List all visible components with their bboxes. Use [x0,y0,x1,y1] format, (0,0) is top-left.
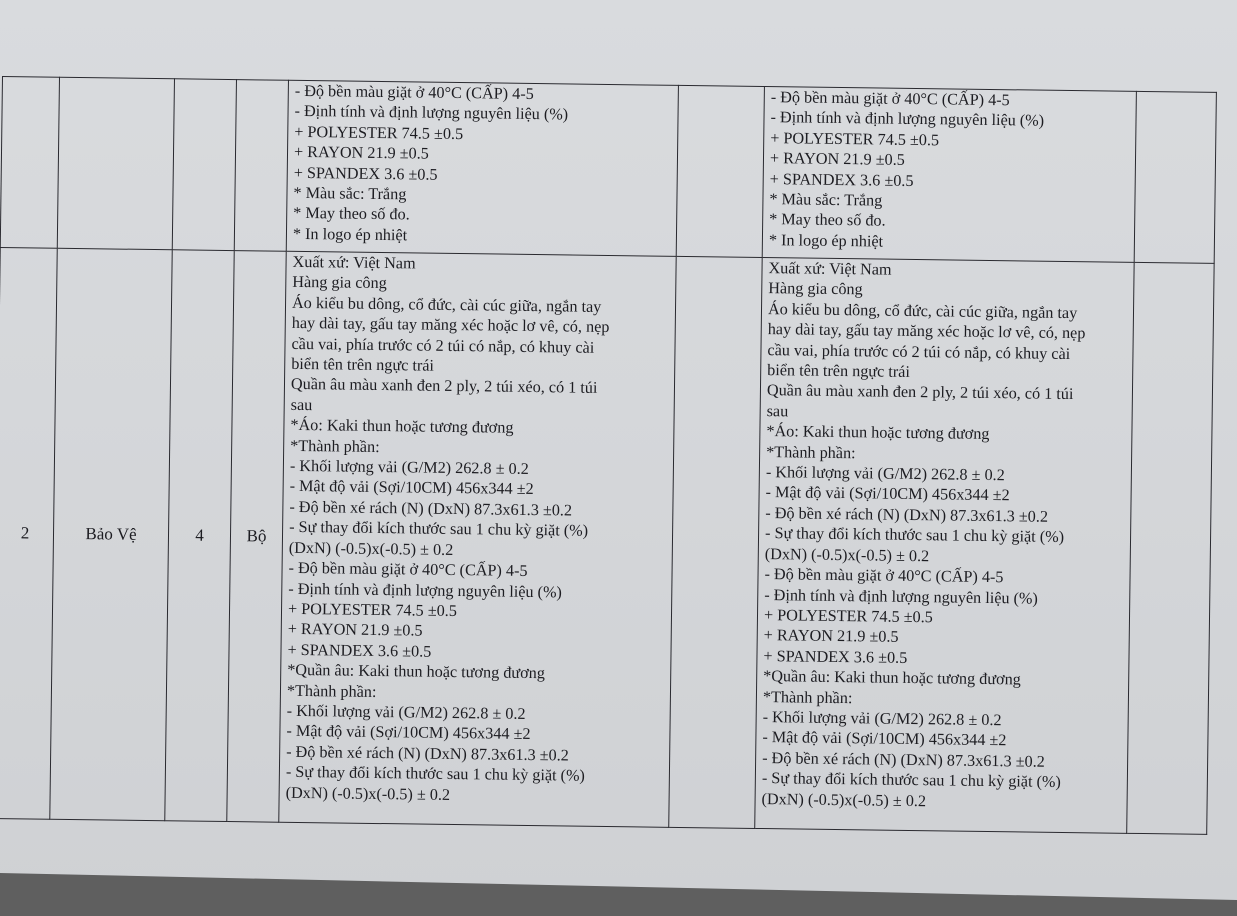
spec-line: * Màu sắc: Trắng [769,190,883,210]
spec-line: biển tên trên ngực trái [767,361,911,381]
specification-table [0,76,1217,835]
spec-line: *Quần âu: Kaki thun hoặc tương đương [763,667,1021,689]
spec-line: sau [766,401,789,421]
spec-line: - Khối lượng vải (G/M2) 262.8 ± 0.2 [765,463,1005,485]
spec-line: - Độ bền màu giặt ở 40°C (CẤP) 4-5 [770,88,1010,110]
spec-line: Hàng gia công [768,279,863,299]
spec-line: Áo kiểu bu dông, cổ đức, cài cúc giữa, ngắn tay [291,293,602,316]
row-number-cell: 2 [0,248,57,820]
empty-cell [669,256,762,828]
spec-line: - Sự thay đổi kích thước sau 1 chu kỳ giặt (%) [764,524,1065,547]
spec-line: - Mật độ vải (Sợi/10CM) 456x344 ±2 [289,477,534,499]
item-name-cell [57,77,174,249]
spec-line: + SPANDEX 3.6 ±0.5 [293,163,438,184]
spec-line: - Định tính và định lượng nguyên liệu (%) [294,102,569,124]
spec-line: + RAYON 21.9 ±0.5 [763,626,899,647]
spec-line: - Sự thay đổi kích thước sau 1 chu kỳ giặt (%) [289,518,589,541]
spec-line: *Thành phần: [286,681,377,701]
spec-line: Hàng gia công [292,273,387,293]
spec-line: + SPANDEX 3.6 ±0.5 [769,169,914,190]
spec-line: + POLYESTER 74.5 ±0.5 [770,128,940,150]
empty-cell [1134,91,1216,263]
spec-line: *Thành phần: [762,687,853,707]
spec-line: (DxN) (-0.5)x(-0.5) ± 0.2 [761,789,927,810]
empty-cell [1127,262,1214,834]
spec-line: + RAYON 21.9 ±0.5 [293,143,429,163]
spec-line: + RAYON 21.9 ±0.5 [769,149,905,170]
empty-cell [676,85,764,257]
spec-line: - Mật độ vải (Sợi/10CM) 456x344 ±2 [765,483,1010,505]
spec-line: - Mật độ vải (Sợi/10CM) 456x344 ±2 [762,728,1007,750]
spec-line: - Độ bền màu giặt ở 40°C (CẤP) 4-5 [764,565,1004,587]
spec-line: Quần âu màu xanh đen 2 ply, 2 túi xéo, có 1 túi [290,375,598,398]
quantity-cell [172,79,236,251]
spec-line: + SPANDEX 3.6 ±0.5 [287,640,432,661]
quantity-cell: 4 [165,250,234,822]
spec-line: - Độ bền xé rách (N) (DxN) 87.3x61.3 ±0.2 [286,742,569,765]
spec-line: + POLYESTER 74.5 ±0.5 [763,605,933,627]
spec-line: Áo kiểu bu dông, cổ đức, cài cúc giữa, ngắn tay [767,299,1078,322]
table-row [0,77,1216,264]
spec-line: cầu vai, phía trước có 2 túi có nắp, có khuy cài [767,340,1071,363]
spec-line: - Mật độ vải (Sợi/10CM) 456x344 ±2 [286,722,531,744]
spec-line: *Thành phần: [766,442,856,462]
spec-line: *Thành phần: [290,436,380,456]
spec-line: (DxN) (-0.5)x(-0.5) ± 0.2 [288,538,454,559]
unit-cell [234,80,288,252]
spec-line: - Khối lượng vải (G/M2) 262.8 ± 0.2 [762,707,1002,730]
spec-line: hay dài tay, gấu tay măng xéc hoặc lơ vê, có, nẹp [767,320,1086,343]
spec-line: *Áo: Kaki thun hoặc tương đương [766,422,990,444]
offered-spec-cell [755,257,1134,833]
spec-line: hay dài tay, gấu tay măng xéc hoặc lơ vê, có, nẹp [291,314,610,337]
spec-line: sau [290,395,313,414]
spec-line: Xuất xứ: Việt Nam [768,259,892,279]
spec-line: - Khối lượng vải (G/M2) 262.8 ± 0.2 [289,456,529,479]
spec-line: *Áo: Kaki thun hoặc tương đương [290,416,514,438]
row-number-cell [0,77,59,249]
spec-line: (DxN) (-0.5)x(-0.5) ± 0.2 [764,544,930,565]
spec-line: Quần âu màu xanh đen 2 ply, 2 túi xéo, có 1 túi [766,381,1074,404]
spec-line: Xuất xứ: Việt Nam [292,252,416,273]
spec-line: - Độ bền xé rách (N) (DxN) 87.3x61.3 ±0.2 [765,503,1049,526]
spec-line: * May theo số đo. [769,210,886,231]
unit-cell: Bộ [227,251,286,823]
spec-line: - Định tính và định lượng nguyên liệu (%) [764,585,1038,608]
item-name-cell: Bảo Vệ [50,248,172,820]
spec-line: - Độ bền màu giặt ở 40°C (CẤP) 4-5 [288,558,528,581]
spec-line: * Màu sắc: Trắng [293,183,407,204]
spec-line: - Độ bền xé rách (N) (DxN) 87.3x61.3 ±0.2 [762,748,1045,771]
spec-line: - Độ bền xé rách (N) (DxN) 87.3x61.3 ±0.2 [289,497,573,520]
spec-line: cầu vai, phía trước có 2 túi có nắp, có khuy cài [291,334,595,357]
spec-line: biển tên trên ngực trái [291,354,435,375]
spec-line: - Định tính và định lượng nguyên liệu (%) [770,108,1045,131]
spec-line: * May theo số đo. [293,204,410,224]
spec-line: - Định tính và định lượng nguyên liệu (%) [288,579,563,601]
spec-line: + POLYESTER 74.5 ±0.5 [294,122,464,143]
offered-spec-cell [762,87,1136,263]
table-row [0,248,1214,835]
spec-line: (DxN) (-0.5)x(-0.5) ± 0.2 [285,783,451,804]
spec-line: - Độ bền màu giặt ở 40°C (CẤP) 4-5 [294,81,534,103]
spec-line: + RAYON 21.9 ±0.5 [287,620,423,640]
spec-line: *Quần âu: Kaki thun hoặc tương đương [287,660,546,683]
spec-line: - Khối lượng vải (G/M2) 262.8 ± 0.2 [286,701,526,723]
spec-line: + POLYESTER 74.5 ±0.5 [287,599,458,620]
spec-line: - Sự thay đổi kích thước sau 1 chu kỳ giặt (%) [761,769,1061,792]
required-spec-cell [286,80,678,256]
spec-line: * In logo ép nhiệt [768,230,884,251]
spec-line: + SPANDEX 3.6 ±0.5 [763,646,908,667]
required-spec-cell [279,251,676,827]
spec-line: * In logo ép nhiệt [292,224,408,245]
spec-line: - Sự thay đổi kích thước sau 1 chu kỳ giặt (%) [285,762,586,785]
